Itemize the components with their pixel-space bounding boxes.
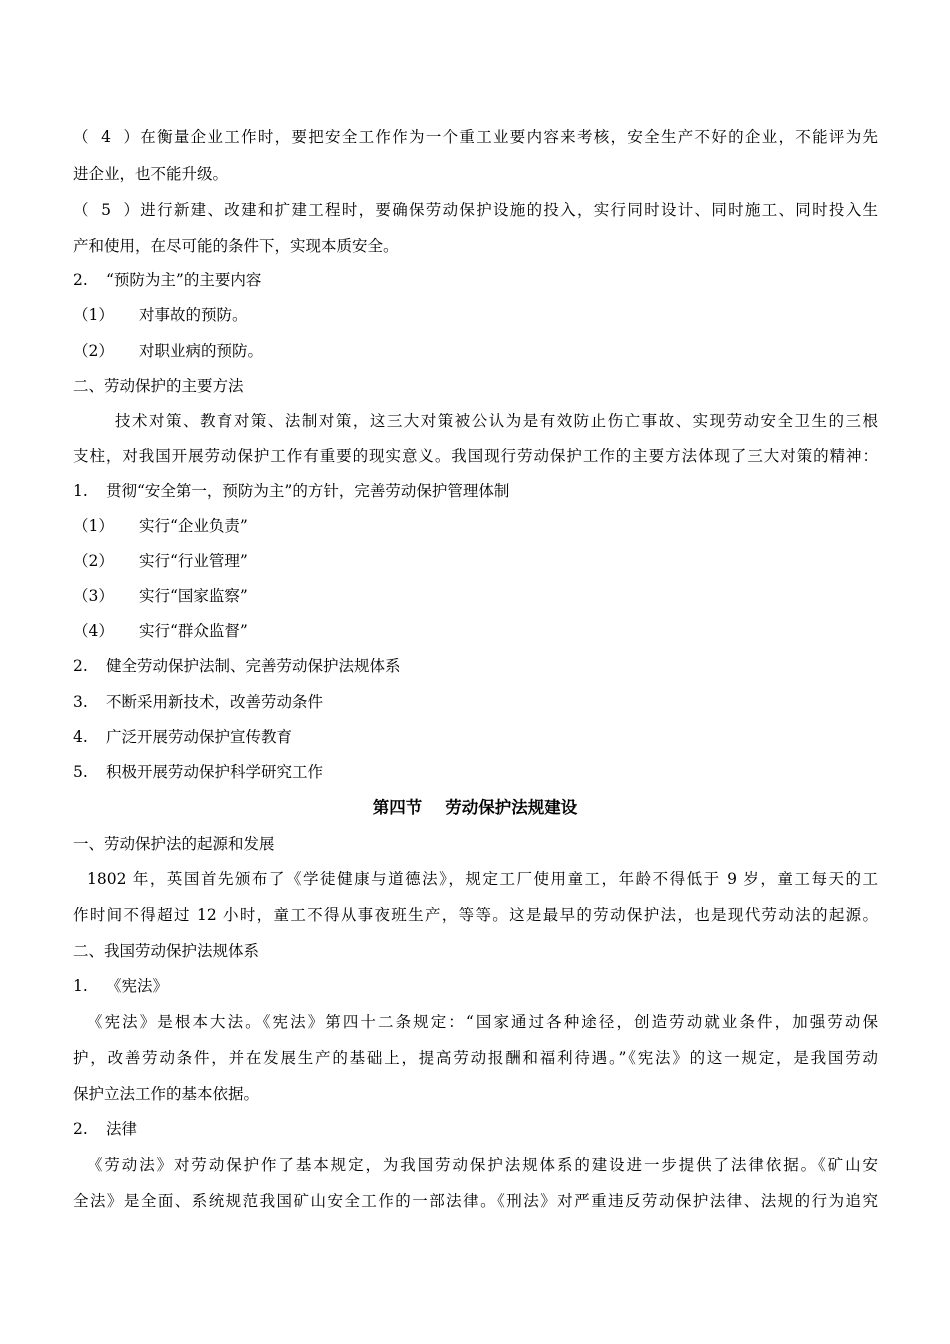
section-title-system: 二、我国劳动保护法规体系 [73,942,260,960]
list-text: 不断采用新技术，改善劳动条件 [106,693,324,711]
paragraph-5-line-2: 产和使用，在尽可能的条件下，实现本质安全。 [73,237,399,255]
method-sub-item-1 [73,516,878,536]
intro-line-1: 技术对策、教育对策、法制对策，这三大对策被公认为是有效防止伤亡事故、实现劳动安全卫生的三根 [115,412,878,430]
list-text: 对事故的预防。 [139,306,248,324]
method-sub-item-4 [73,621,878,641]
paragraph-4-line-1 [73,127,878,147]
method-item-2 [73,656,878,676]
list-text: 实行“企业负责” [139,517,248,535]
list-marker: （3） [73,587,114,605]
law-line-2: 全法》是全面、系统规范我国矿山安全工作的一部法律。《刑法》对严重违反劳动保护法律、法规的行为追究 [73,1192,878,1210]
list-number: 2. [73,1120,88,1138]
method-sub-item-3 [73,586,878,606]
list-marker: （5） [73,201,139,219]
list-number: 3. [73,693,88,711]
list-marker: （1） [73,517,114,535]
system-item-2 [73,1119,878,1139]
sub-item-1 [73,305,878,325]
list-text: 广泛开展劳动保护宣传教育 [106,728,293,746]
list-number: 5. [73,763,88,781]
sub-item-2 [73,341,878,361]
method-item-3 [73,692,878,712]
origin-line-1: 1802 年，英国首先颁布了《学徒健康与道德法》，规定工厂使用童工，年龄不得低于 9 岁，童工每天的工 [87,870,878,888]
list-marker: （1） [73,306,114,324]
intro-line-2: 支柱，对我国开展劳动保护工作有重要的现实意义。我国现行劳动保护工作的主要方法体现了三大对策的精神： [73,447,878,465]
list-number: 2. [73,271,88,289]
list-marker: （4） [73,128,139,146]
method-item-5 [73,762,878,782]
list-number: 4. [73,728,88,746]
list-text: 积极开展劳动保护科学研究工作 [106,763,324,781]
paragraph-text: 在衡量企业工作时，要把安全工作作为一个重工业要内容来考核，安全生产不好的企业，不能评为先 [139,128,878,146]
list-number: 1. [73,977,88,995]
list-number: 1. [73,482,88,500]
paragraph-text: 进行新建、改建和扩建工程时，要确保劳动保护设施的投入，实行同时设计、同时施工、同时投入生 [139,201,878,219]
list-text: 实行“行业管理” [139,552,248,570]
list-marker: （4） [73,622,114,640]
list-text: 对职业病的预防。 [139,342,264,360]
list-text: 实行“国家监察” [139,587,248,605]
law-line-1: 《劳动法》对劳动保护作了基本规定，为我国劳动保护法规体系的建设进一步提供了法律依据。《矿山安 [87,1156,878,1174]
list-number: 2. [73,657,88,675]
section-heading: 第四节 劳动保护法规建设 [372,798,578,817]
section-title-origin: 一、劳动保护法的起源和发展 [73,835,275,853]
method-item-1 [73,481,878,501]
list-text: 《宪法》 [106,977,169,995]
system-item-1 [73,976,878,996]
list-text: 法律 [106,1120,138,1138]
list-text: “预防为主”的主要内容 [106,271,262,289]
method-item-4 [73,727,878,747]
list-text: 贯彻“安全第一，预防为主”的方针，完善劳动保护管理体制 [106,482,510,500]
paragraph-5-line-1 [73,200,878,220]
list-marker: （2） [73,342,114,360]
list-item-2 [73,270,878,290]
list-text: 实行“群众监督” [139,622,248,640]
method-sub-item-2 [73,551,878,571]
paragraph-4-line-2: 进企业，也不能升级。 [73,165,229,183]
list-text: 健全劳动保护法制、完善劳动保护法规体系 [106,657,401,675]
constitution-line-3: 保护立法工作的基本依据。 [73,1085,260,1103]
origin-line-2: 作时间不得超过 12 小时，童工不得从事夜班生产，等等。这是最早的劳动保护法，也是现代劳动法的起源。 [73,906,878,924]
constitution-line-1: 《宪法》是根本大法。《宪法》第四十二条规定：“国家通过各种途径，创造劳动就业条件，加强劳动保 [87,1013,878,1031]
section-title-methods: 二、劳动保护的主要方法 [73,377,244,395]
list-marker: （2） [73,552,114,570]
constitution-line-2: 护，改善劳动条件，并在发展生产的基础上，提高劳动报酬和福利待遇。”《宪法》的这一规定，是我国劳动 [73,1049,878,1067]
